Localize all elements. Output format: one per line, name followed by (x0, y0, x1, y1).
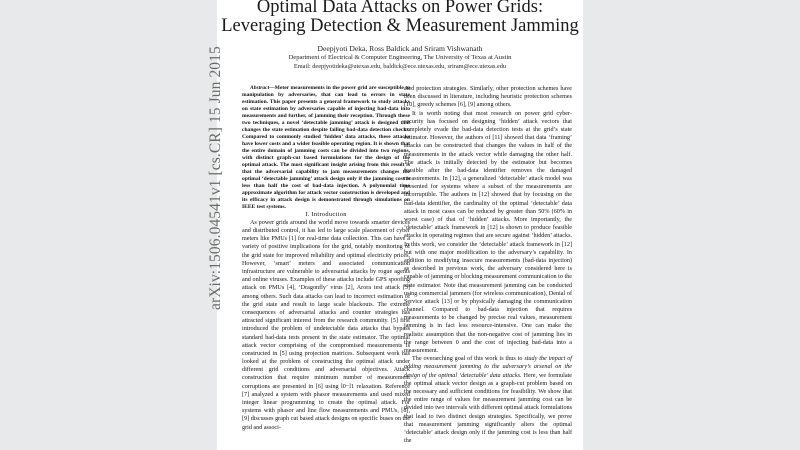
paper-title-line-1: Optimal Data Attacks on Power Grids: (256, 0, 544, 17)
right-paragraph-1: ated protection strategies. Similarly, other protection schemes have been discussed in literature, including heuristic protection schemes [10], greedy schemes [6], [9] among others. (404, 86, 572, 109)
right-paragraph-3-start: The overarching goal of this work is thus to (412, 356, 525, 363)
right-paragraph-2: It is worth noting that most research on power grid cyber-security has focused on designing ‘hidden’ attack vectors that completely evade the bad-data detection tests at the grid’s state estimator. However, the authors of [11] showed that data ‘framing’ attacks can be constructed that changes the values in half of the measurements in the attack vector while damaging the other half. The attack is initially detected by the estimator but becomes feasible after the bad-data identifier removes the damaged measurements. In [12], a generalized ‘detectable’ attack model was presented for systems where a subset of the measurements are incorruptible. The authors in [12] showed that by focusing on the bad-data identifier, the cardinality of the optimal ‘detectable’ data attack in most cases can be reduced by greater than 50% (60% in worst case) of that of ‘hidden’ attacks. More importantly, the ‘detectable’ attack framework in [12] is shown to produce feasible attacks in operating regimes that are secure against ‘hidden’ attacks. In this work, we consider the ‘detectable’ attack framework in [12] but with one major modification to the adversary’s capability. In addition to modifying insecure measurements (bad-data injection) as described in previous work, the adversary considered here is capable of jamming or blocking measurement communication to the state estimator. Note that measurement jamming can be conducted using commercial jammers (for wireless communication), Denial of Service attack [13] or by physically damaging the communication channel. Compared to bad-data injection that requires measurements to be changed by precise real values, measurement jamming is in fact less resource-intensive. One can make the realistic assumption that the non-negative cost of jamming lies in the range between 0 and the cost of injecting bad-data into a measurement. (404, 110, 572, 354)
section-heading-introduction: I. Introduction (305, 210, 347, 218)
right-column (404, 85, 572, 445)
right-paragraph-3-emphasis: study the impact of adding measurement jamming to the adversary’s arsenal on the design of the optimal ‘detectable’ data attacks. (404, 356, 572, 379)
affiliation: Department of Electrical & Computer Engineering, The University of Texas at Austin (288, 54, 512, 61)
author-list: Deepjyoti Deka, Ross Baldick and Sriram Vishwanath (317, 44, 483, 53)
right-paragraph-3 (404, 355, 572, 445)
intro-paragraph-1: As power grids around the world move towards smarter devices and distributed control, it has led to large scale placement of cyber meters like PMUs [1] for real-time data collection. This can have a variety of positive implications for the grid, notably monitoring of the grid state for improved reliability and optimal electricity prices. However, ‘smart’ meters and associated communication infrastructure are vulnerable to adversarial attacks by rogue agents and online viruses. Examples of these attacks include GPS spoofing attack on PMUs [4], ‘Dragonfly’ virus [2], Arora test attack [3] among others. Such data attacks can lead to incorrect estimation of the grid state and result to large scale blackouts. The extreme consequences of adversarial attacks and counter strategies has attracted significant interest from the research community. [5] first introduced the problem of undetectable data attacks that bypass standard bad-data tests present in the state estimator. The optimal attack vector comprising of the compromised measurements is constructed in [5] using projection matrices. Subsequent work has looked at the problem of constructing the optimal attack under different grid conditions and adversarial objectives. Attack construction that require minimum number of measurement corruptions are presented in [6] using l0−l1 relaxation. Reference [7] analyzed a system with phasor measurements and used mixed integer linear programming to create the optimal attack. For systems with phasor and line flow measurements and PMUs, [8], [9] discusses graph cut based attack designs on specific buses on the grid and associ- (242, 219, 410, 431)
abstract (242, 85, 410, 211)
abstract-label: Abstract (250, 85, 270, 91)
paper-title-line-2: Leveraging Detection & Measurement Jamming (221, 16, 579, 36)
abstract-text: —Meter measurements in the power grid are susceptible to manipulation by adversaries, that can lead to errors in state estimation. This paper presents a general framework to study attacks on state estimation by adversaries capable of injecting bad-data into measurements and further, of jamming their reception. Through these two techniques, a novel ‘detectable jamming’ attack is designed that changes the state estimation despite failing bad-data detection checks. Compared to commonly studied ‘hidden’ data attacks, these attacks have lower costs and a wider feasible operating region. It is shown that the entire domain of jamming costs can be divided into two regions, with distinct graph-cut based formulations for the design of the optimal attack. The most significant insight arising from this result is that the adversarial capability to jam measurements changes the optimal ‘detectable jamming’ attack design only if the jamming cost is less than half the cost of bad-data injection. A polynomial time approximate algorithm for attack vector construction is developed and its efficacy in attack design is demonstrated through simulations on IEEE test systems. (242, 85, 410, 210)
paper-page (217, 0, 583, 450)
author-emails: Email: deepjyotideka@utexas.edu, baldick@ece.utexas.edu, sriram@ece.utexas.edu (293, 63, 507, 70)
left-column (242, 85, 410, 432)
arxiv-identifier-stamp: arXiv:1506.04541v1 [cs.CR] 15 Jun 2015 (207, 46, 224, 310)
right-paragraph-3-end: Here, we formulate the optimal attack vector design as a graph-cut problem based on the necessary and sufficient conditions for feasibility. We show that the entire range of values for measurement jamming cost can be divided into two intervals with different optimal attack formulations that lead to two distinct design strategies. Specifically, we prove that measurement jamming significantly alters the optimal ‘detectable’ attack design only if the jamming cost is less than half the (404, 372, 572, 445)
